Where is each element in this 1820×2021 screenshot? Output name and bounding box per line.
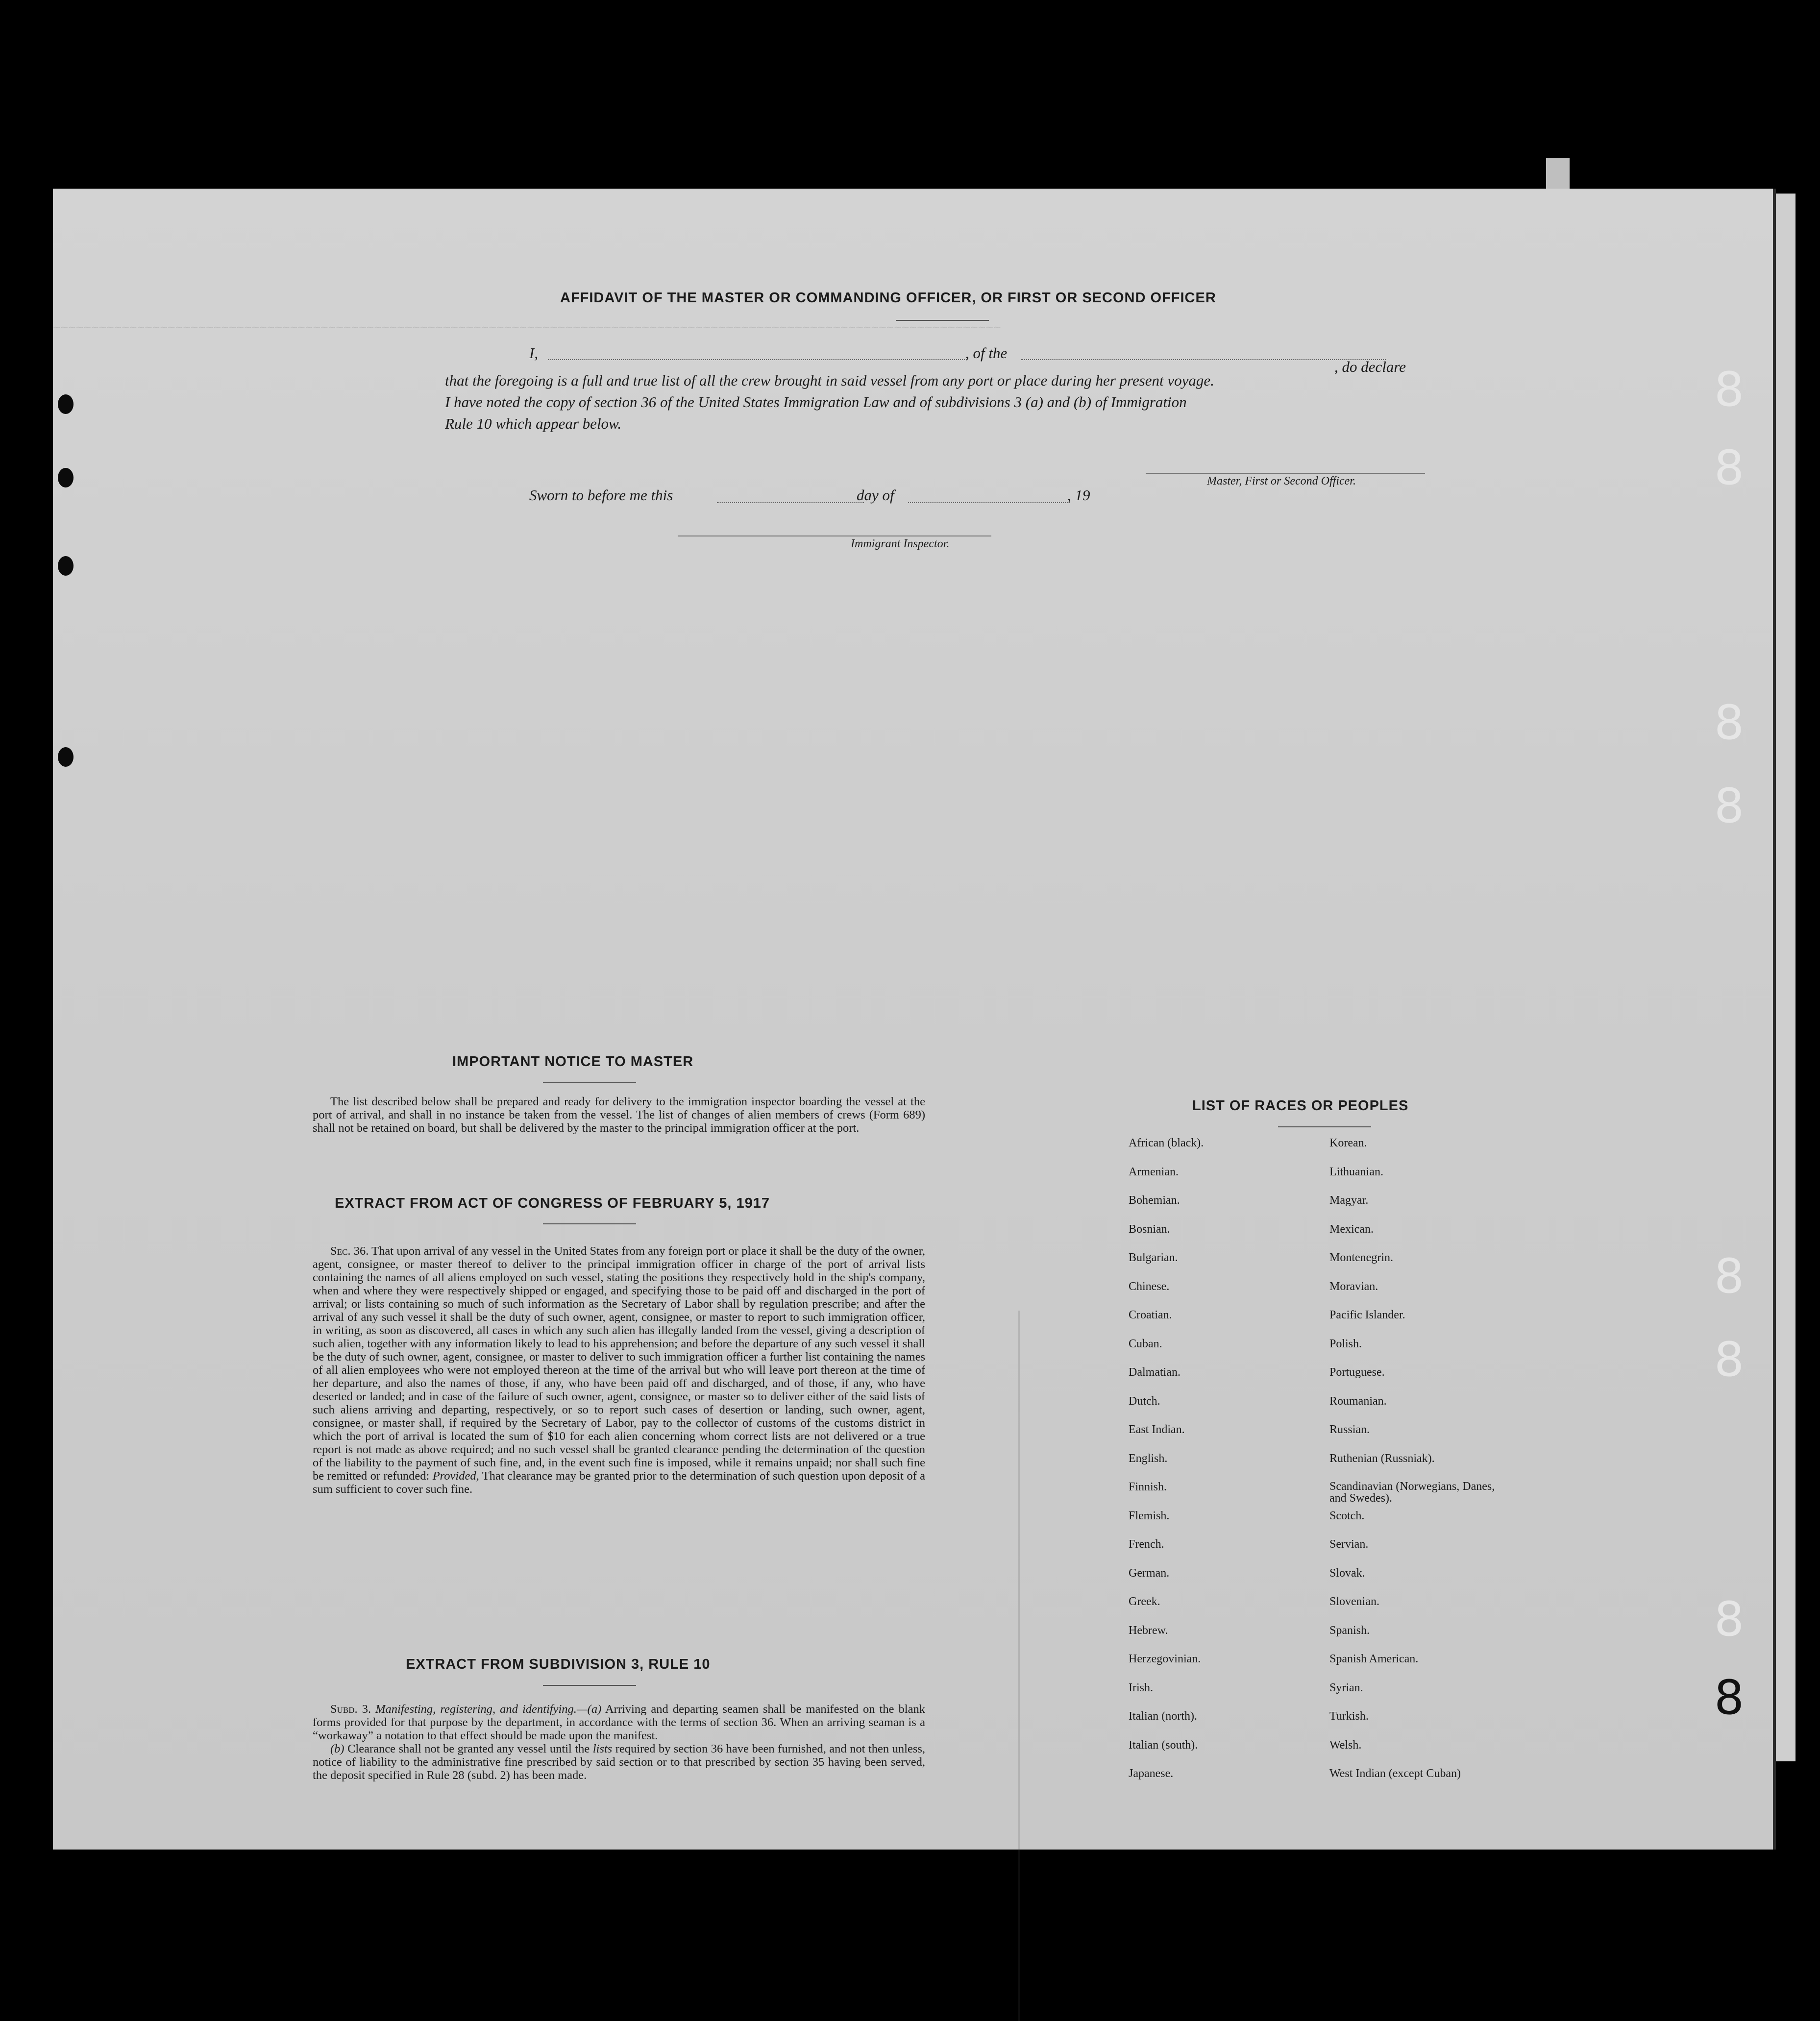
hole-punch-icon: 8 xyxy=(1714,695,1745,750)
race-item: African (black). xyxy=(1129,1137,1204,1149)
affidavit-i: I, xyxy=(529,344,539,362)
race-item: Magyar. xyxy=(1329,1194,1369,1207)
race-item: Welsh. xyxy=(1329,1738,1362,1752)
year-label: , 19 xyxy=(1067,487,1090,504)
subdivision-label: Subd. 3. xyxy=(330,1703,371,1716)
race-item: Bosnian. xyxy=(1129,1222,1170,1236)
race-item: Hebrew. xyxy=(1129,1624,1168,1637)
race-item: Servian. xyxy=(1329,1538,1369,1551)
hole-punch-icon: 8 xyxy=(1714,362,1745,417)
name-blank xyxy=(548,359,967,360)
hole-punch-icon: 8 xyxy=(1714,1670,1745,1725)
divider xyxy=(543,1223,636,1224)
race-item: Moravian. xyxy=(1329,1280,1378,1293)
race-item: Lithuanian. xyxy=(1329,1165,1383,1178)
race-item: English. xyxy=(1129,1452,1168,1465)
race-item: Portuguese. xyxy=(1329,1366,1385,1379)
affidavit-line-1: that the foregoing is a full and true list of all the crew brought in said vessel from any port or place during her present voyage. xyxy=(445,372,1214,389)
clause-a-label: —(a) xyxy=(576,1703,602,1716)
hole-punch-icon: 8 xyxy=(1714,1249,1745,1304)
race-item: Irish. xyxy=(1129,1681,1153,1694)
affidavit-of-the: , of the xyxy=(965,344,1008,362)
race-item: Dutch. xyxy=(1129,1394,1160,1408)
race-item: Croatian. xyxy=(1129,1309,1172,1321)
race-item: Flemish. xyxy=(1129,1509,1170,1522)
section-36-tail: That clearance may be granted prior to the determination of such question upon deposit of a sum sufficient to cover such fine. xyxy=(313,1469,926,1496)
race-item: Pacific Islander. xyxy=(1329,1309,1405,1321)
affidavit-line-2: I have noted the copy of section 36 of the United States Immigration Law and of subdivisions 3 (a) and (b) of Immigration xyxy=(445,393,1187,411)
sworn-day-blank xyxy=(717,502,864,503)
race-item: Chinese. xyxy=(1129,1280,1170,1293)
race-item: Spanish. xyxy=(1329,1624,1370,1637)
divider xyxy=(896,320,989,321)
race-item: East Indian. xyxy=(1129,1423,1185,1436)
paper-fold xyxy=(1018,1311,1020,2021)
act-body xyxy=(313,1244,925,1496)
race-item: Turkish. xyxy=(1329,1710,1369,1723)
section-label: Sec. 36. xyxy=(330,1244,369,1258)
hole-punch-icon xyxy=(58,394,74,414)
divider xyxy=(1278,1126,1371,1127)
clause-b-text-1: Clearance shall not be granted any vessel until the xyxy=(347,1742,590,1755)
sworn-label: Sworn to before me this xyxy=(529,487,673,504)
race-item: Ruthenian (Russniak). xyxy=(1329,1452,1435,1465)
race-item: Russian. xyxy=(1329,1423,1370,1436)
race-item: Armenian. xyxy=(1129,1165,1179,1178)
race-item: Herzegovinian. xyxy=(1129,1653,1201,1665)
race-item: Scotch. xyxy=(1329,1509,1365,1522)
race-item: Slovenian. xyxy=(1329,1595,1379,1608)
affidavit-line-3: Rule 10 which appear below. xyxy=(445,415,622,432)
race-item: Mexican. xyxy=(1329,1222,1374,1236)
sworn-month-blank xyxy=(908,502,1070,503)
clause-b-text-2: required by section 36 have been furnished, and not then unless, notice of liability to the administrative fine prescribed by said section or to that prescribed by section 35 having been served, the deposit specified in Rule 28 (subd. 2) has been made. xyxy=(313,1742,926,1782)
divider xyxy=(543,1082,636,1083)
race-item: German. xyxy=(1129,1566,1170,1580)
race-item: Scandinavian (Norwegians, Danes, and Swedes). xyxy=(1329,1480,1495,1505)
divider xyxy=(543,1685,636,1686)
race-item: Italian (north). xyxy=(1129,1710,1197,1723)
hole-punch-icon: 8 xyxy=(1714,440,1745,495)
act-title: EXTRACT FROM ACT OF CONGRESS OF FEBRUARY 5, 1917 xyxy=(335,1195,770,1211)
provided-term: Provided, xyxy=(432,1469,479,1483)
clause-b-label: (b) xyxy=(330,1742,344,1755)
clause-a-text: Arriving and departing seamen shall be manifested on the blank forms provided for that purpose by the department, in accordance with the terms of section 36. When an arriving seaman is a “workaway” a notation to that effect should be made upon the manifest. xyxy=(313,1703,925,1742)
race-item: Roumanian. xyxy=(1329,1394,1387,1408)
hole-punch-icon xyxy=(58,468,74,487)
bleed-through: ~~~~~~~~~~~~~~~~~~~~~~~~~~~~~~~~~~~~~~~~~~~~~~~~~~~~~~~~~~~~~~~~~~~~~~~~~~~~~~~~~~~~~~~~~~~~~~~~~~~~~~~~~~~~~~~~~~~~~~~~~~~~ xyxy=(53,321,1001,336)
master-signature-line xyxy=(1146,473,1425,474)
section-36-text: That upon arrival of any vessel in the United States from any foreign port or place it shall be the duty of the owner, agent, consignee, or master thereof to deliver to the principal immigration officer in charge of the port of arrival lists containing the names of all aliens employed on such vessel, stating the positions they respectively hold in the ship's company, when and where they were respectively shipped or engaged, and specifying those to be paid off and discharged in the port of arrival; or lists containing so much of such information as the Secretary of Labor shall by regulation prescribe; and after the arrival of any such vessel it shall be the duty of such owner, agent, consignee, or master to report to such immigration officer, in writing, as soon as discovered, all cases in which any such alien has illegally landed from the vessel, giving a description of such alien, together with any information likely to lead to his apprehension; and before the departure of any such vessel it shall be the duty of such owner, agent, consignee, or master to deliver to such immigration officer a further list containing the names of all alien employees who were not employed thereon at the time of the arrival but who will leave port thereon at the time of her departure, and also the names of those, if any, who have been paid off and discharged, and of those, if any, who have deserted or landed; and in case of the failure of such owner, agent, consignee, or master so to deliver either of the said lists of such aliens arriving and departing, respectively, or so to report such cases of desertion or landing, such owner, agent, consignee, or master shall, if required by the Secretary of Labor, pay to the collector of customs of the customs district in which the port of arrival is located the sum of $10 for each alien concerning whom correct lists are not delivered or a true report is not made as above required; and no such vessel shall be granted clearance pending the determination of the question of the liability to the payment of such fine, and, in the event such fine is imposed, while it remains unpaid; nor shall such fine be remitted or refunded: xyxy=(313,1244,926,1483)
race-item: Bohemian. xyxy=(1129,1194,1180,1207)
race-item: Japanese. xyxy=(1129,1767,1174,1780)
inspector-signature-label: Immigrant Inspector. xyxy=(851,537,950,550)
race-item: Slovak. xyxy=(1329,1566,1365,1580)
race-item: Dalmatian. xyxy=(1129,1366,1181,1379)
hole-punch-icon xyxy=(58,556,74,576)
race-item: Finnish. xyxy=(1129,1481,1167,1493)
hole-punch-icon: 8 xyxy=(1714,1592,1745,1647)
race-item: Syrian. xyxy=(1329,1681,1363,1694)
notice-paragraph: The list described below shall be prepared and ready for delivery to the immigration inspector boarding the vessel at the port of arrival, and shall in no instance be taken from the vessel. The list of changes of alien members of crews (Form 689) shall not be retained on board, but shall be delivered by the master to the principal immigration officer at the port. xyxy=(313,1095,925,1135)
clause-b-lists: lists xyxy=(592,1742,613,1755)
hole-punch-icon xyxy=(58,747,74,767)
race-item: Italian (south). xyxy=(1129,1738,1198,1752)
day-of-label: day of xyxy=(857,487,894,504)
race-item: Cuban. xyxy=(1129,1337,1162,1350)
vessel-blank xyxy=(1021,359,1386,360)
rule-body xyxy=(313,1703,925,1782)
affidavit-title: AFFIDAVIT OF THE MASTER OR COMMANDING OFFICER, OR FIRST OR SECOND OFFICER xyxy=(560,290,1216,306)
race-item: French. xyxy=(1129,1538,1164,1551)
race-item: Greek. xyxy=(1129,1595,1160,1608)
race-item: Polish. xyxy=(1329,1337,1362,1350)
race-item: Spanish American. xyxy=(1329,1653,1419,1665)
hole-punch-icon: 8 xyxy=(1714,779,1745,833)
races-title: LIST OF RACES OR PEOPLES xyxy=(1192,1098,1409,1114)
race-item: Montenegrin. xyxy=(1329,1251,1393,1264)
affidavit-do-declare: , do declare xyxy=(1334,358,1406,375)
hole-punch-icon: 8 xyxy=(1714,1332,1745,1387)
master-signature-label: Master, First or Second Officer. xyxy=(1207,475,1356,487)
race-item: Korean. xyxy=(1329,1137,1367,1149)
race-item: Bulgarian. xyxy=(1129,1251,1178,1264)
race-item: West Indian (except Cuban) xyxy=(1329,1767,1461,1780)
notice-body xyxy=(313,1095,925,1135)
notice-title: IMPORTANT NOTICE TO MASTER xyxy=(452,1054,694,1070)
subdivision-title: Manifesting, registering, and identifying. xyxy=(375,1703,577,1716)
rule-title: EXTRACT FROM SUBDIVISION 3, RULE 10 xyxy=(406,1656,711,1672)
document-sheet xyxy=(53,189,1776,1850)
